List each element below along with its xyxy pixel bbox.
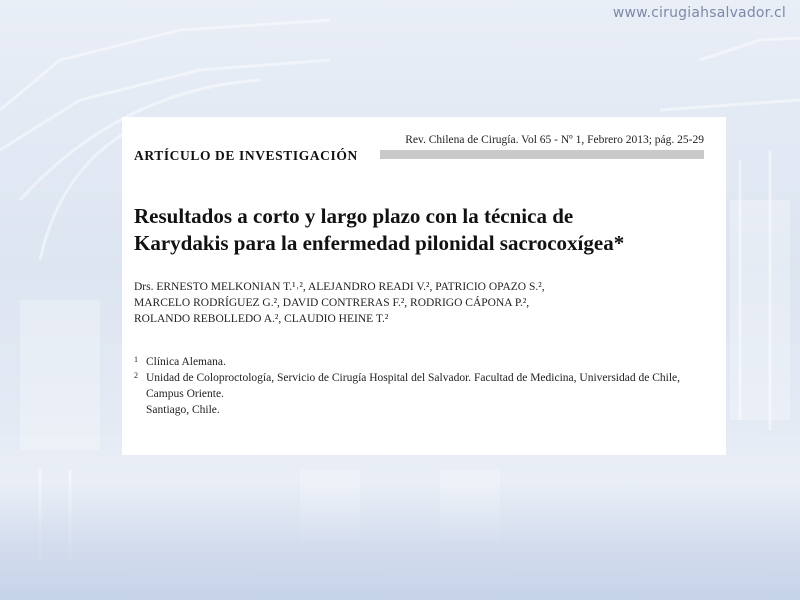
bottom-gradient-band (0, 480, 800, 600)
affiliation-text: Campus Oriente. (146, 388, 224, 400)
affiliation-2 (134, 370, 719, 418)
article-title-line-1: Resultados a corto y largo plazo con la técnica de (134, 204, 574, 228)
header-rule-bar (380, 150, 704, 159)
affiliation-text: Unidad de Coloproctología, Servicio de Cirugía Hospital del Salvador. Facultad de Medicina, Universidad de Chile, (146, 372, 680, 384)
author-line-3: ROLANDO REBOLLEDO A.², CLAUDIO HEINE T.² (134, 313, 389, 325)
article-title-line-2: Karydakis para la enfermedad pilonidal sacrocoxígea* (134, 231, 625, 255)
author-line-2: MARCELO RODRÍGUEZ G.², DAVID CONTRERAS F.², RODRIGO CÁPONA P.², (134, 297, 530, 309)
journal-reference: Rev. Chilena de Cirugía. Vol 65 - Nº 1, Febrero 2013; pág. 25-29 (405, 134, 704, 146)
author-list (134, 279, 719, 327)
affiliation-text: Santiago, Chile. (146, 404, 220, 416)
affiliation-number: 2 (134, 371, 138, 380)
site-url: www.cirugiahsalvador.cl (612, 5, 786, 21)
article-title (134, 203, 719, 257)
affiliation-list (134, 354, 719, 418)
author-line-1: Drs. ERNESTO MELKONIAN T.¹˒², ALEJANDRO READI V.², PATRICIO OPAZO S.², (134, 281, 545, 293)
section-label: ARTÍCULO DE INVESTIGACIÓN (134, 148, 358, 163)
affiliation-number: 1 (134, 355, 138, 364)
affiliation-text: Clínica Alemana. (146, 356, 226, 368)
article-header-page (122, 117, 726, 455)
affiliation-1 (134, 354, 719, 370)
